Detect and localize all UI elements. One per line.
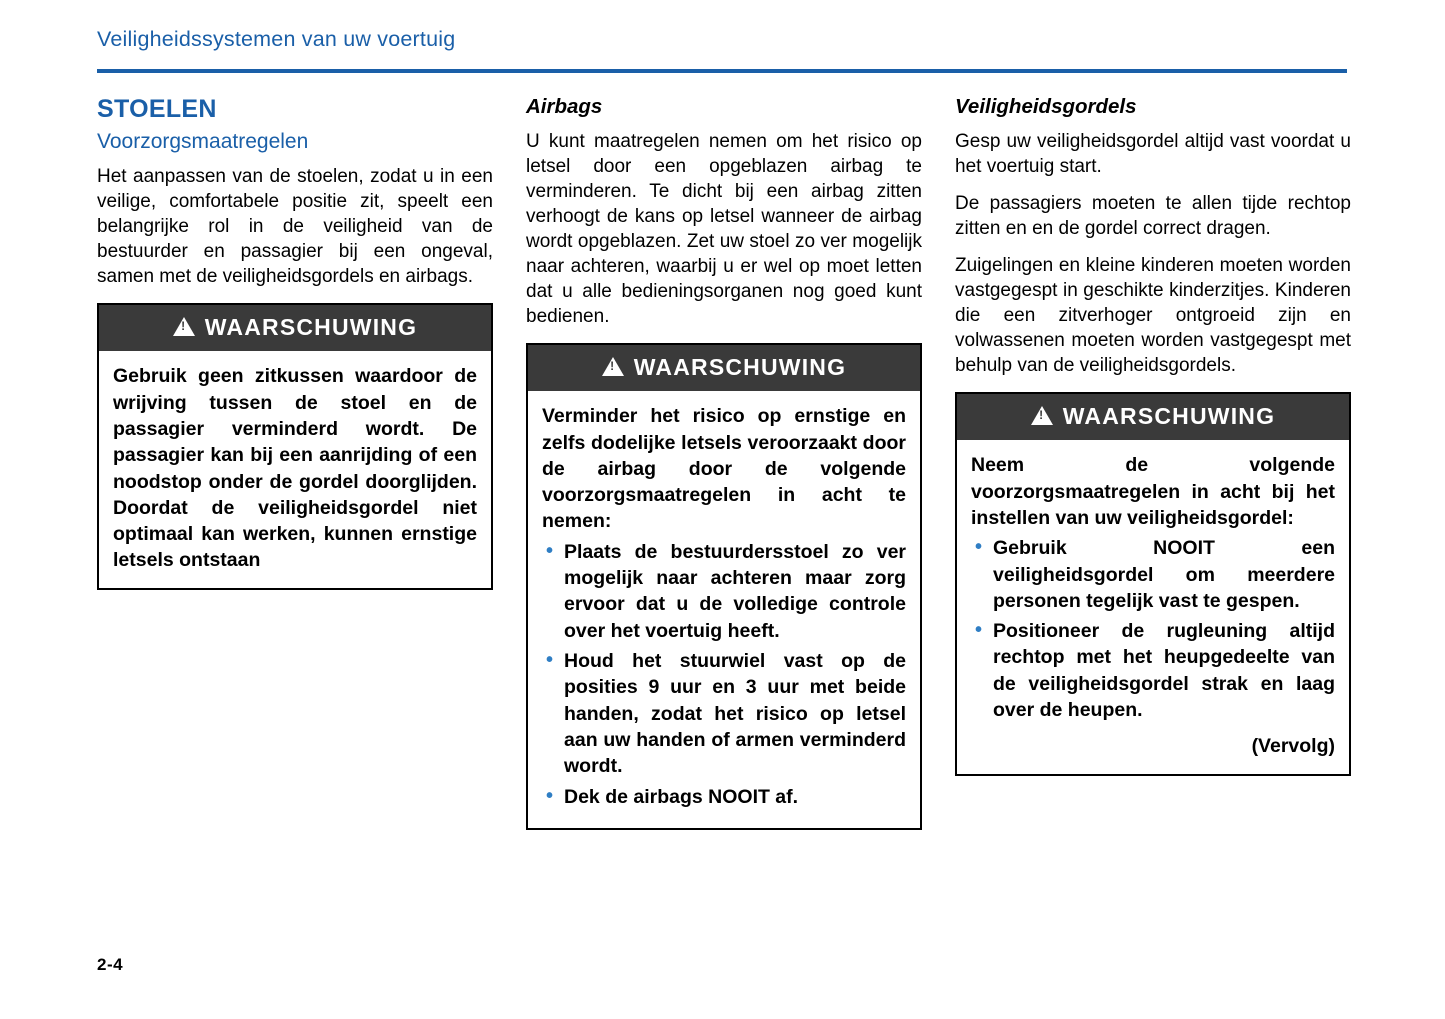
list-item: • Positioneer de rugleuning altijd rechtop met het heupgedeelte van de veiligheidsgordel strak en laag over de heupen.: [971, 618, 1335, 723]
paragraph: U kunt maatregelen nemen om het risico op letsel door een opgeblazen airbag te verminderen. Te dicht bij een airbag zitten verhoogt de kans op letsel wanneer de airbag wordt opgeblazen. Zet uw stoel zo ver mogelijk naar achteren, waarbij u er wel op moet letten dat u alle bedieningsorganen nog goed kunt bedienen.: [526, 130, 922, 328]
warning-body: [957, 440, 1349, 773]
warning-bullet-list: [971, 535, 1335, 723]
page-header: [97, 28, 1347, 52]
column-seatbelts: [955, 95, 1351, 776]
paragraph: Het aanpassen van de stoelen, zodat u in een veilige, comfortabele positie zit, speelt een belangrijke rol in de veiligheid van de bestuurder en passagier bij een ongeval, samen met de veiligheidsgordels en airbags.: [97, 165, 493, 288]
warning-label: WAARSCHUWING: [633, 354, 847, 381]
warning-box-seats: [97, 303, 493, 590]
warning-header: [99, 305, 491, 351]
warning-body: [528, 391, 920, 828]
list-item: • Houd het stuurwiel vast op de posities 9 uur en 3 uur met beide handen, zodat het risico op letsel aan uw handen of armen verminderd wordt.: [542, 648, 906, 780]
header-title: Veiligheidssystemen van uw voertuig: [97, 27, 456, 51]
warning-header: [957, 394, 1349, 440]
list-item: • Gebruik NOOIT een veiligheidsgordel om meerdere personen tegelijk vast te gespen.: [971, 535, 1335, 614]
warning-body: [99, 351, 491, 588]
warning-box-seatbelts: [955, 392, 1351, 775]
warning-paragraph: Gebruik geen zitkussen waardoor de wrijving tussen de stoel en de passagier verminderd wordt. De passagier kan bij een aanrijding of een noodstop onder de gordel doorglijden. Doordat de veiligheidsgordel niet optimaal kan werken, kunnen ernstige letsels ontstaan: [113, 365, 477, 572]
header-divider-thin: [556, 69, 1347, 71]
subsection-title-seatbelts: Veiligheidsgordels: [955, 95, 1137, 118]
warning-bullet-list: [542, 539, 906, 810]
warning-label: WAARSCHUWING: [204, 314, 418, 341]
warning-intro: Neem de volgende voorzorgsmaatregelen in acht bij het instellen van uw veiligheidsgordel:: [971, 454, 1335, 529]
warning-label: WAARSCHUWING: [1062, 403, 1276, 430]
page-number: 2-4: [97, 955, 124, 974]
subsection-title-airbags: Airbags: [526, 95, 603, 118]
warning-triangle-icon: [602, 357, 624, 376]
warning-intro: Verminder het risico op ernstige en zelfs dodelijke letsels veroorzaakt door de airbag door de volgende voorzorgsmaatregelen in acht te nemen:: [542, 405, 906, 533]
column-airbags: [526, 95, 922, 830]
paragraph: Zuigelingen en kleine kinderen moeten worden vastgegespt in geschikte kinderzitjes. Kinderen die een zitverhoger ontgroeid zijn en volwassenen moeten worden vastgegespt met behulp van de veiligheidsgordels.: [955, 254, 1351, 377]
column-seats: [97, 95, 493, 590]
warning-header: [528, 345, 920, 391]
list-item: • Plaats de bestuurdersstoel zo ver mogelijk naar achteren maar zorg ervoor dat u de volledige controle over het voertuig heeft.: [542, 539, 906, 644]
warning-box-airbags: [526, 343, 922, 830]
warning-triangle-icon: [173, 317, 195, 336]
paragraph: Gesp uw veiligheidsgordel altijd vast voordat u het voertuig start.: [955, 130, 1351, 177]
warning-triangle-icon: [1031, 406, 1053, 425]
continued-label: (Vervolg): [1251, 735, 1335, 758]
list-item: • Dek de airbags NOOIT af.: [542, 784, 906, 810]
page-title: STOELEN: [97, 95, 217, 123]
paragraph: De passagiers moeten te allen tijde rechtop zitten en en de gordel correct dragen.: [955, 192, 1351, 239]
subsection-title-precautions: Voorzorgsmaatregelen: [97, 129, 309, 153]
